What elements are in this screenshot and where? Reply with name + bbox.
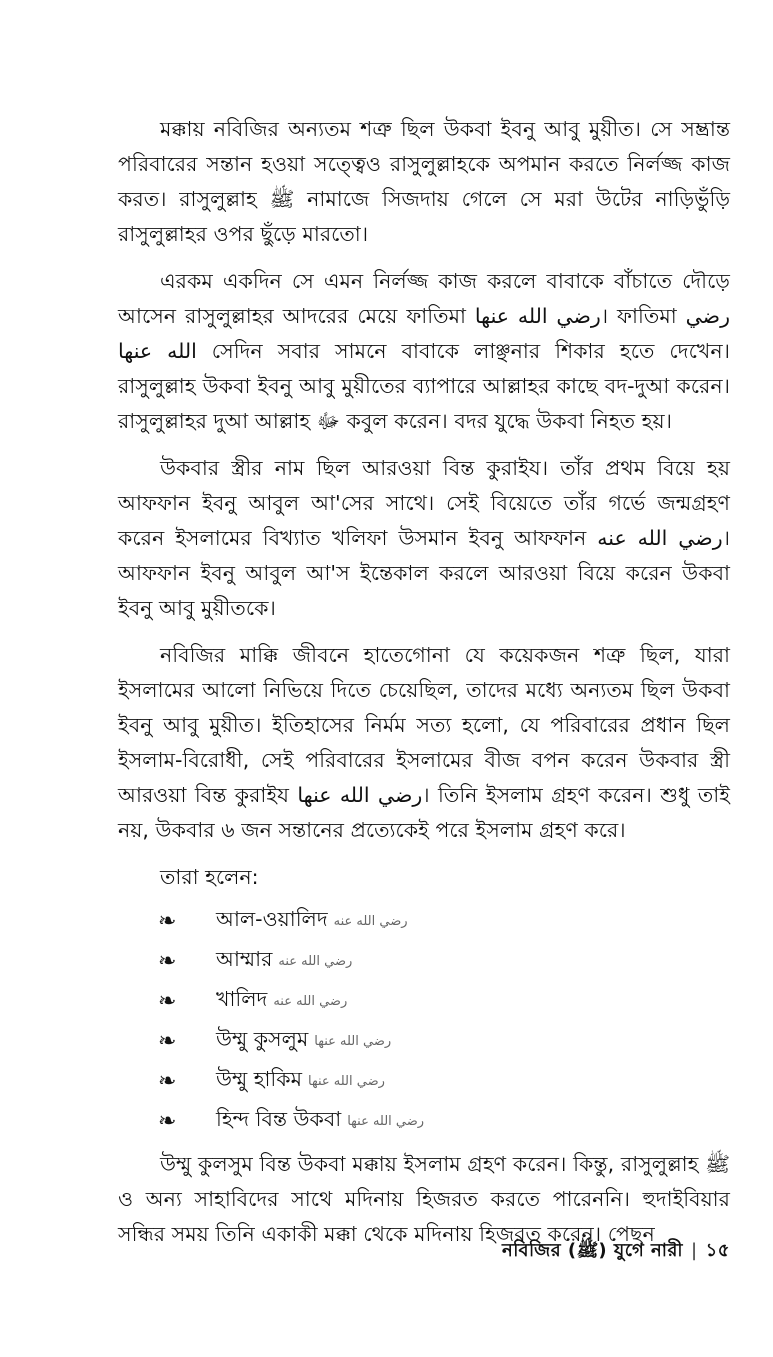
paragraph-3: উকবার স্ত্রীর নাম ছিল আরওয়া বিন্ত কুরাইয। তাঁর প্রথম বিয়ে হয় আফফান ইবনু আবুল আ'সের সাথে। সেই বিয়েতে তাঁর গর্ভে জন্মগ্রহণ করেন ইসলামের বিখ্যাত খলিফা উসমান ইবনু আফফান رضي الله عنه। আফফান ইবনু আবুল আ'স ইন্তেকাল করলে আরওয়া বিয়ে করেন উকবা ইবনু আবু মুয়ীতকে।: [118, 456, 730, 620]
page-number: ১৫: [705, 1240, 730, 1261]
list-item: [158, 1101, 730, 1141]
page-body: [118, 112, 730, 1264]
honorific-icon: رضي الله عنه: [273, 993, 348, 1009]
child-name: আল-ওয়ালিদ: [216, 907, 328, 931]
child-name: উম্মু হাকিম: [216, 1067, 303, 1091]
list-item: [158, 1061, 730, 1101]
honorific-icon: رضي الله عنها: [347, 1113, 425, 1129]
honorific-icon: رضي الله عنه: [278, 953, 353, 969]
paragraph-4: নবিজির মাক্কি জীবনে হাতেগোনা যে কয়েকজন শত্রু ছিল, যারা ইসলামের আলো নিভিয়ে দিতে চেয়েছিল, তাদের মধ্যে অন্যতম ছিল উকবা ইবনু আবু মুয়ীত। ইতিহাসের নির্মম সত্য হলো, যে পরিবারের প্রধান ছিল ইসলাম-বিরোধী, সেই পরিবারের ইসলামের বীজ বপন করেন উকবার স্ত্রী আরওয়া বিন্ত কুরাইয رضي الله عنها। তিনি ইসলাম গ্রহণ করেন। শুধু তাই নয়, উকবার ৬ জন সন্তানের প্রত্যেকেই পরে ইসলাম গ্রহণ করে।: [118, 643, 730, 842]
fleuron-bullet-icon: ❧: [158, 1068, 177, 1094]
child-name: হিন্দ বিন্ত উকবা: [216, 1107, 342, 1131]
list-item: [158, 1021, 730, 1061]
footer-separator: |: [691, 1240, 698, 1261]
child-name: উম্মু কুসলুম: [216, 1027, 309, 1051]
honorific-icon: رضي الله عنها: [314, 1033, 392, 1049]
paragraph-1: মক্কায় নবিজির অন্যতম শত্রু ছিল উকবা ইবনু আবু মুয়ীত। সে সম্ভ্রান্ত পরিবারের সন্তান হওয়া সত্ত্বেও রাসুলুল্লাহকে অপমান করতে নির্লজ্জ কাজ করত। রাসুলুল্লাহ ﷺ নামাজে সিজদায় গেলে সে মরা উটের নাড়িভুঁড়ি রাসুলুল্লাহর ওপর ছুঁড়ে মারতো।: [118, 117, 731, 246]
paragraph-2: এরকম একদিন সে এমন নির্লজ্জ কাজ করলে বাবাকে বাঁচাতে দৌড়ে আসেন রাসুলুল্লাহর আদরের মেয়ে ফাতিমা رضي الله عنها। ফাতিমা رضي الله عنها সেদিন সবার সামনে বাবাকে লাঞ্ছনার শিকার হতে দেখেন। রাসুলুল্লাহ উকবা ইবনু আবু মুয়ীতের ব্যাপারে আল্লাহর কাছে বদ-দুআ করেন। রাসুলুল্লাহর দুআ আল্লাহ ﷻ কবুল করেন। বদর যুদ্ধে উকবা নিহত হয়।: [118, 269, 730, 433]
child-name: খালিদ: [216, 987, 268, 1011]
list-item: [158, 941, 730, 981]
paragraph-closing: উম্মু কুলসুম বিন্ত উকবা মক্কায় ইসলাম গ্রহণ করেন। কিন্তু, রাসুলুল্লাহ ﷺ ও অন্য সাহাবিদের সাথে মদিনায় হিজরত করতে পারেননি। হুদাইবিয়ার সন্ধির সময় তিনি একাকী মক্কা থেকে মদিনায় হিজরত করেন। পেছন: [118, 1152, 730, 1246]
child-name: আম্মার: [216, 947, 273, 971]
fleuron-bullet-icon: ❧: [158, 988, 177, 1014]
list-item: [158, 981, 730, 1021]
fleuron-bullet-icon: ❧: [158, 948, 177, 974]
fleuron-bullet-icon: ❧: [158, 908, 177, 934]
list-item: [158, 901, 730, 941]
fleuron-bullet-icon: ❧: [158, 1108, 177, 1134]
page-footer: [410, 1236, 730, 1267]
children-list: [118, 901, 730, 1141]
honorific-icon: رضي الله عنها: [308, 1073, 385, 1089]
running-title: নবিজির (ﷺ) যুগে নারী: [502, 1240, 684, 1261]
honorific-icon: رضي الله عنه: [333, 913, 408, 929]
list-intro: তারা হলেন:: [160, 865, 259, 889]
fleuron-bullet-icon: ❧: [158, 1028, 177, 1054]
